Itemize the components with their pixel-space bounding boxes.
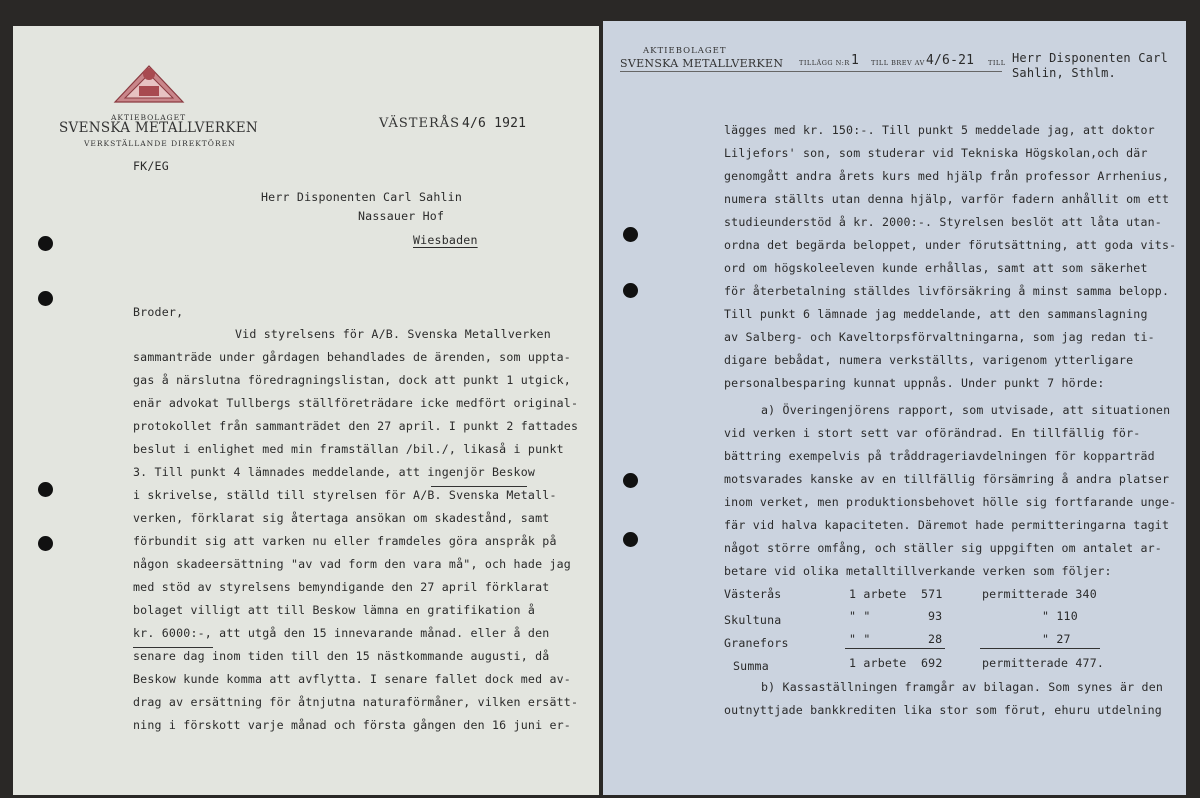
reference: FK/EG	[133, 159, 169, 173]
table-sum-rule	[845, 648, 945, 649]
punch-hole	[38, 536, 53, 551]
company-small-label: AKTIEBOLAGET	[643, 46, 727, 56]
table-count-label: 1 arbete	[849, 587, 907, 601]
body-line: verken, förklarat sig återtaga ansökan om skadestånd, samt	[133, 511, 550, 525]
till-value: Herr Disponenten Carl	[1012, 51, 1168, 65]
body-line: beslut i enlighet med min framställan /bil./, likaså i punkt	[133, 442, 564, 456]
table-count-label: " "	[849, 632, 871, 646]
till-label: TILL	[988, 59, 1006, 67]
header-rule	[620, 71, 1002, 72]
punch-hole	[623, 473, 638, 488]
body-line: Vid styrelsens för A/B. Svenska Metallverken	[235, 327, 551, 341]
table-place: Granefors	[724, 636, 789, 650]
table-count: 571	[921, 587, 943, 601]
tillagg-label: TILLÄGG N:R	[799, 59, 850, 67]
body-line: betare vid olika metalltillverkande verken som följer:	[724, 564, 1112, 578]
table-count: 28	[928, 632, 943, 646]
body-line: 3. Till punkt 4 lämnades meddelande, att ingenjör Beskow	[133, 465, 536, 479]
body-line: senare dag inom tiden till den 15 nästkommande augusti, då	[133, 649, 550, 663]
body-line: motsvarades kanske av en tillfällig försämring å andra platser	[724, 472, 1170, 486]
body-line: enär advokat Tullbergs ställföreträdare icke medfört original-	[133, 396, 579, 410]
place: VÄSTERÅS	[379, 116, 461, 131]
recipient-name: Herr Disponenten Carl Sahlin	[261, 190, 463, 204]
brev-value: 4/6-21	[926, 53, 975, 68]
body-line: Beskow kunde komma att avflytta. I senare fallet dock med av-	[133, 672, 571, 686]
punch-hole	[38, 236, 53, 251]
body-line: kr. 6000:-, att utgå den 15 innevarande månad. eller å den	[133, 626, 550, 640]
body-line: b) Kassaställningen framgår av bilagan. Som synes är den	[761, 680, 1164, 694]
recipient-hotel: Nassauer Hof	[358, 209, 445, 223]
body-line: studieunderstöd å kr. 2000:-. Styrelsen beslöt att låta utan-	[724, 215, 1162, 229]
table-count-label: " "	[849, 609, 871, 623]
body-line: outnyttjade bankkrediten lika stor som förut, ehuru utdelning	[724, 703, 1162, 717]
table-place: Skultuna	[724, 613, 782, 627]
brev-label: TILL BREV AV	[871, 59, 925, 67]
table-permitted: " 110	[1042, 609, 1078, 623]
table-permitted: permitterade 477.	[982, 656, 1105, 670]
tillagg-value: 1	[851, 53, 860, 68]
letter-page-2	[603, 21, 1186, 795]
letter-page-1	[13, 26, 599, 795]
body-line: drag av ersättning för åtnjutna naturaförmåner, vilken ersätt-	[133, 695, 579, 709]
table-permitted: " 27	[1042, 632, 1071, 646]
table-place: Summa	[733, 659, 769, 673]
body-line: ordna det begärda beloppet, under förutsättning, att goda vits-	[724, 238, 1177, 252]
body-line: genomgått andra årets kurs med hjälp från professor Arrhenius,	[724, 169, 1170, 183]
table-count-label: 1 arbete	[849, 656, 907, 670]
body-line: någon skadeersättning "av vad form den vara må", och hade jag	[133, 557, 571, 571]
company-small-label: AKTIEBOLAGET	[111, 113, 187, 122]
body-line: digare bebådat, numera verkställts, varigenom ytterligare	[724, 353, 1134, 367]
handwritten-underline	[431, 486, 527, 487]
table-place: Västerås	[724, 587, 782, 601]
table-count: 692	[921, 656, 943, 670]
table-permitted: permitterade 340	[982, 587, 1097, 601]
body-line: numera ställts utan denna hjälp, varför fadern anhållit om ett	[724, 192, 1170, 206]
company-name: SVENSKA METALLVERKEN	[59, 120, 259, 136]
handwritten-underline	[133, 647, 213, 648]
salutation: Broder,	[133, 305, 184, 319]
body-line: med stöd av styrelsens bemyndigande den 27 april förklarat	[133, 580, 550, 594]
punch-hole	[623, 283, 638, 298]
body-line: gas å närslutna föredragningslistan, dock att punkt 1 utgick,	[133, 373, 571, 387]
department-label: VERKSTÄLLANDE DIREKTÖREN	[84, 139, 236, 148]
punch-hole	[38, 291, 53, 306]
body-line: ning i förskott varje månad och första gången den 16 juni er-	[133, 718, 571, 732]
body-line: bolaget villigt att till Beskow lämna en gratifikation å	[133, 603, 536, 617]
body-line: lägges med kr. 150:-. Till punkt 5 meddelade jag, att doktor	[724, 123, 1155, 137]
punch-hole	[38, 482, 53, 497]
body-line: i skrivelse, ställd till styrelsen för A/B. Svenska Metall-	[133, 488, 557, 502]
body-line: Liljefors' son, som studerar vid Tekniska Högskolan,och där	[724, 146, 1148, 160]
body-line: sammanträde under gårdagen behandlades de ärenden, som uppta-	[133, 350, 571, 364]
body-line: förbundit sig att varken nu eller framdeles göra anspråk på	[133, 534, 557, 548]
punch-hole	[623, 227, 638, 242]
body-line: Till punkt 6 lämnade jag meddelande, att den sammanslagning	[724, 307, 1148, 321]
punch-hole	[623, 532, 638, 547]
recipient-city: Wiesbaden	[413, 233, 478, 247]
body-line: inom verket, men produktionsbehovet hölle sig fortfarande unge-	[724, 495, 1177, 509]
body-line: a) Överingenjörens rapport, som utvisade, att situationen	[761, 403, 1171, 417]
body-line: av Salberg- och Kaveltorpsförvaltningarna, som jag redan ti-	[724, 330, 1155, 344]
company-name: SVENSKA METALLVERKEN	[620, 57, 784, 70]
body-line: bättring exempelvis på tråddrageriavdelningen för kopparträd	[724, 449, 1155, 463]
body-line: vid verken i stort sett var oförändrad. En tillfällig för-	[724, 426, 1141, 440]
till-value: Sahlin, Sthlm.	[1012, 66, 1116, 80]
body-line: för återbetalning ställdes livförsäkring å minst samma belopp.	[724, 284, 1170, 298]
table-count: 93	[928, 609, 943, 623]
table-sum-rule	[980, 648, 1100, 649]
date: 4/6 1921	[462, 116, 527, 131]
company-logo	[113, 62, 185, 104]
body-line: något större omfång, och ställer sig uppgiften om antalet ar-	[724, 541, 1162, 555]
body-line: ord om högskoleeleven kunde erhållas, samt att som säkerhet	[724, 261, 1148, 275]
body-line: protokollet från sammanträdet den 27 april. I punkt 2 fattades	[133, 419, 579, 433]
body-line: personalbesparing kunnat uppnås. Under punkt 7 hörde:	[724, 376, 1105, 390]
body-line: fär vid halva kapaciteten. Däremot hade permitteringarna tagit	[724, 518, 1170, 532]
